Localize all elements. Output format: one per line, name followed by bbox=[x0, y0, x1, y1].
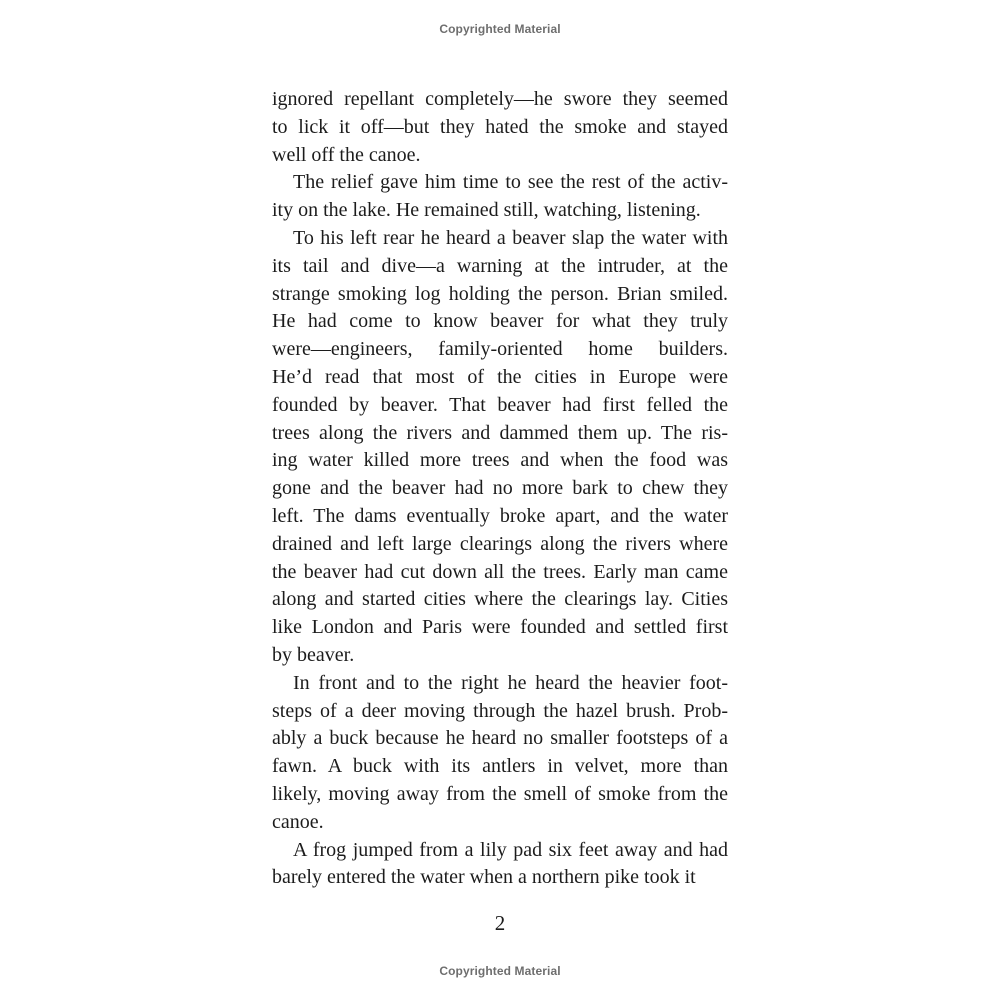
text-line: likely, moving away from the smell of smoke from the bbox=[272, 782, 728, 805]
text-line: ably a buck because he heard no smaller footsteps of a bbox=[272, 727, 728, 750]
text-line: He had come to know beaver for what they truly bbox=[272, 310, 728, 333]
text-line: To his left rear he heard a beaver slap the water with bbox=[293, 226, 728, 249]
paragraph bbox=[272, 86, 728, 169]
text-line: ignored repellant completely—he swore they seemed bbox=[272, 88, 728, 110]
copyright-watermark-top: Copyrighted Material bbox=[439, 22, 561, 36]
text-line: by beaver. bbox=[272, 643, 355, 666]
text-line: barely entered the water when a northern pike took it bbox=[272, 866, 696, 889]
text-line: along and started cities where the clearings lay. Cities bbox=[272, 588, 728, 611]
text-line: canoe. bbox=[272, 810, 324, 833]
text-line: ity on the lake. He remained still, watching, listening. bbox=[272, 199, 701, 222]
text-line: like London and Paris were founded and settled first bbox=[272, 616, 728, 639]
text-line: steps of a deer moving through the hazel brush. Prob- bbox=[272, 699, 728, 722]
text-line: the beaver had cut down all the trees. Early man came bbox=[272, 560, 728, 583]
text-line: In front and to the right he heard the heavier foot- bbox=[293, 671, 728, 694]
paragraph bbox=[272, 670, 728, 837]
text-line: trees along the rivers and dammed them up. The ris- bbox=[272, 421, 728, 444]
text-line: founded by beaver. That beaver had first felled the bbox=[272, 393, 728, 416]
text-line: A frog jumped from a lily pad six feet away and had bbox=[293, 838, 728, 861]
page-number: 2 bbox=[494, 911, 506, 935]
text-line: gone and the beaver had no more bark to chew they bbox=[272, 477, 728, 500]
text-line: well off the canoe. bbox=[272, 143, 421, 166]
paragraph bbox=[272, 837, 728, 893]
page-text-block bbox=[272, 86, 728, 892]
text-line: The relief gave him time to see the rest of the activ- bbox=[293, 171, 728, 194]
text-line: strange smoking log holding the person. Brian smiled. bbox=[272, 282, 728, 305]
text-line: He’d read that most of the cities in Europe were bbox=[272, 365, 728, 388]
text-line: ing water killed more trees and when the food was bbox=[272, 449, 728, 472]
text-line: its tail and dive—a warning at the intruder, at the bbox=[272, 254, 728, 277]
text-line: were—engineers, family-oriented home builders. bbox=[272, 338, 728, 361]
paragraph bbox=[272, 225, 728, 670]
copyright-watermark-bottom: Copyrighted Material bbox=[439, 964, 561, 978]
text-line: drained and left large clearings along the rivers where bbox=[272, 532, 728, 555]
text-line: left. The dams eventually broke apart, and the water bbox=[272, 504, 728, 527]
paragraph bbox=[272, 169, 728, 225]
text-line: to lick it off—but they hated the smoke and stayed bbox=[272, 115, 728, 138]
text-line: fawn. A buck with its antlers in velvet, more than bbox=[272, 755, 728, 778]
